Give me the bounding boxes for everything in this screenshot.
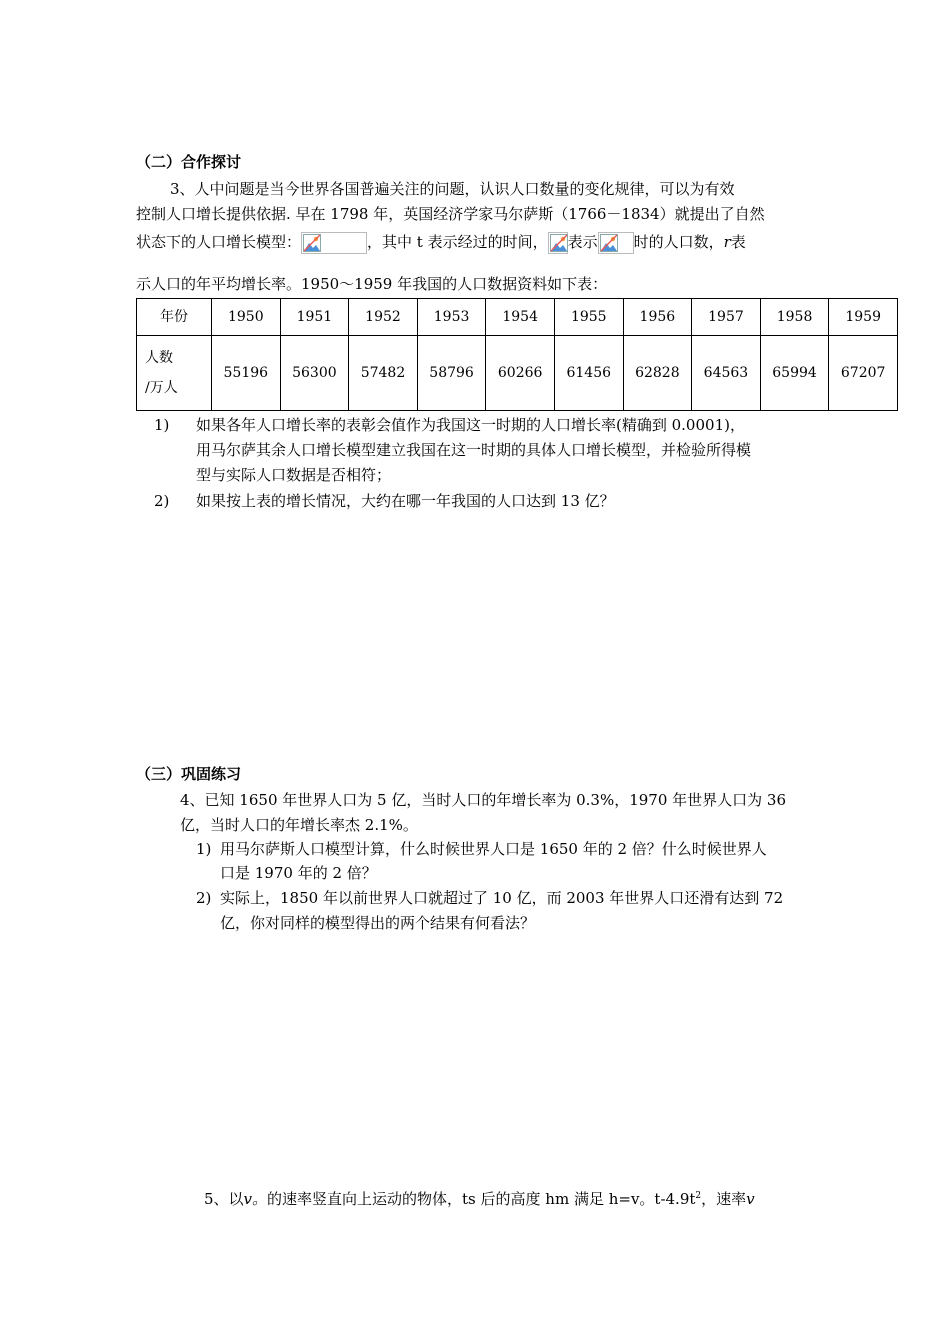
question1-line1: 如果各年人口增长率的表彰会值作为我国这一时期的人口增长率(精确到 0.0001)， — [196, 416, 745, 434]
problem3-line3-text-d: 时的人口数， — [633, 233, 724, 251]
table-cell: 65994 — [760, 336, 829, 411]
table-cell: 1959 — [829, 299, 898, 336]
broken-image-icon — [550, 234, 568, 252]
section3-heading: （三）巩固练习 — [136, 765, 242, 783]
population-table — [136, 298, 898, 411]
variable-image-placeholder — [548, 232, 568, 254]
broken-image-icon — [303, 234, 321, 252]
table-cell: 61456 — [554, 336, 623, 411]
population-label-line1: 人数 — [145, 350, 173, 366]
formula-image-placeholder — [301, 232, 367, 254]
problem4-line2: 亿，当时人口的年增长率杰 2.1%。 — [180, 816, 418, 834]
time-image-placeholder — [598, 232, 634, 254]
table-cell: 57482 — [349, 336, 418, 411]
table-cell: 1958 — [760, 299, 829, 336]
problem3-line4: 示人口的年平均增长率。1950～1959 年我国的人口数据资料如下表： — [136, 275, 608, 293]
question1-line2: 用马尔萨其余人口增长模型建立我国在这一时期的具体人口增长模型，并检验所得模 — [196, 441, 752, 459]
exponent-2: 2 — [695, 1191, 702, 1201]
broken-image-icon — [600, 234, 618, 252]
subquestion2-number: 2) — [196, 889, 212, 907]
table-cell: 1954 — [486, 299, 555, 336]
variable-r: r — [723, 233, 731, 251]
problem3-line1: 3、人中问题是当今世界各国普遍关注的问题，认识人口数量的变化规律，可以为有效 — [170, 180, 735, 198]
question2-line1: 如果按上表的增长情况，大约在哪一年我国的人口达到 13 亿？ — [196, 492, 615, 510]
table-cell: 55196 — [212, 336, 281, 411]
problem5-text-c: ，速率 — [701, 1190, 747, 1208]
table-cell: 1957 — [692, 299, 761, 336]
problem3-line3-text-a: 状态下的人口增长模型： — [136, 233, 302, 251]
table-cell: 1950 — [212, 299, 281, 336]
problem4-line1: 4、已知 1650 年世界人口为 5 亿，当时人口的年增长率为 0.3%，1970 年世界人口为 36 — [180, 791, 787, 809]
subquestion1-line1: 用马尔萨斯人口模型计算，什么时候世界人口是 1650 年的 2 倍？什么时候世界人 — [220, 840, 767, 858]
table-row-population — [137, 336, 898, 411]
question1-number: 1) — [154, 416, 170, 434]
subquestion2-line2: 亿，你对同样的模型得出的两个结果有何看法？ — [220, 914, 536, 932]
table-row-years — [137, 299, 898, 336]
problem3-line3-text-f: 表 — [730, 233, 746, 251]
subquestion2-line1: 实际上，1850 年以前世界人口就超过了 10 亿，而 2003 年世界人口还滑有达到 72 — [220, 889, 784, 907]
problem3-line3 — [136, 231, 746, 254]
question1-line3: 型与实际人口数据是否相符； — [196, 466, 392, 484]
table-cell: 60266 — [486, 336, 555, 411]
problem5-text-b: 的速率竖直向上运动的物体，ts 后的高度 hm 满足 h=v。t-4.9t — [267, 1190, 696, 1208]
subquestion1-line2: 口是 1970 年的 2 倍？ — [220, 864, 377, 882]
table-cell: 56300 — [280, 336, 349, 411]
subquestion1-number: 1) — [196, 840, 212, 858]
table-cell: 1951 — [280, 299, 349, 336]
section2-heading: （二）合作探讨 — [136, 153, 242, 171]
population-label-line2: /万人 — [145, 380, 178, 396]
table-cell: 1955 — [554, 299, 623, 336]
table-header-year: 年份 — [137, 299, 212, 336]
table-cell: 1953 — [417, 299, 486, 336]
problem5-text-a: 5、以 — [204, 1190, 244, 1208]
question2-number: 2) — [154, 492, 170, 510]
problem3-line3-text-b: ，其中 t 表示经过的时间， — [367, 233, 548, 251]
table-cell: 1956 — [623, 299, 692, 336]
problem3-line2: 控制人口增长提供依据. 早在 1798 年，英国经济学家马尔萨斯（1766－1834）就提出了自然 — [136, 205, 765, 223]
table-header-population — [137, 336, 212, 411]
table-cell: 67207 — [829, 336, 898, 411]
problem5-line1 — [204, 1185, 755, 1210]
problem3-line3-text-c: 表示 — [567, 233, 598, 251]
table-cell: 1952 — [349, 299, 418, 336]
table-cell: 64563 — [692, 336, 761, 411]
variable-v0: v。 — [243, 1190, 268, 1208]
table-cell: 62828 — [623, 336, 692, 411]
table-cell: 58796 — [417, 336, 486, 411]
variable-v: v — [746, 1190, 755, 1208]
